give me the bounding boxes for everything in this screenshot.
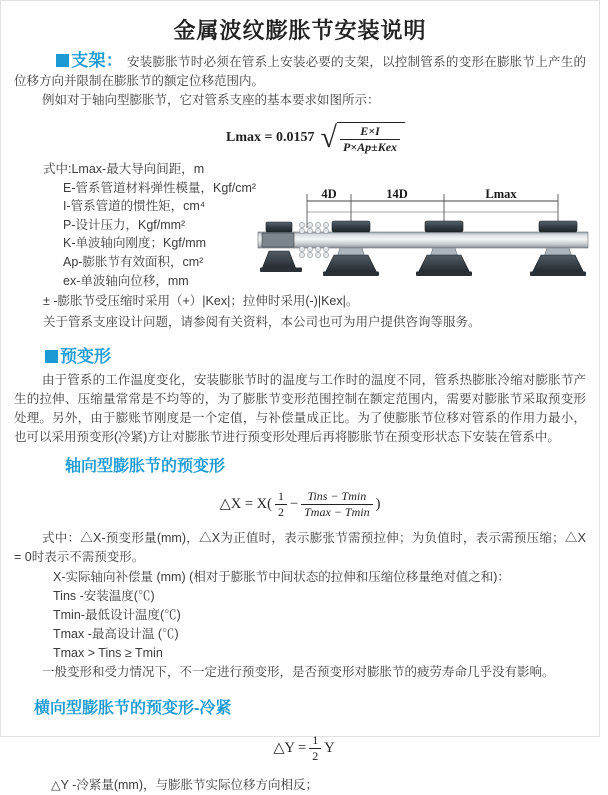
support-intro-text: 安装膨胀节时必须在管系上安装必要的支架，以控制管系的变形在膨胀节上产生的位移方向并限制在膨胀节的额定位移范围内。 bbox=[14, 55, 586, 88]
dim-label-lmax: Lmax bbox=[485, 187, 517, 201]
support-section-heading: 支架： bbox=[71, 51, 124, 70]
temp-line: Tmax > Tins ≥ Tmin bbox=[53, 646, 163, 661]
right-paren: ) bbox=[375, 496, 381, 513]
definition-line: Ap-膨胀节有效面积，cm² bbox=[63, 254, 204, 269]
section-bullet-icon bbox=[56, 54, 69, 67]
sign-convention-note: ± -膨胀节受压缩时采用（+）|Kex|；拉伸时采用(-)|Kex|。 bbox=[43, 294, 359, 309]
definitions-and-diagram bbox=[1, 160, 599, 290]
lateral-predeform-heading: 横向型膨胀节的预变形-冷紧 bbox=[34, 700, 232, 718]
formula-lhs: △Y = bbox=[273, 740, 307, 757]
definition-line: P-设计压力，Kgf/mm² bbox=[63, 217, 186, 232]
dim-label-4d: 4D bbox=[321, 187, 337, 201]
guide-spacing-formula bbox=[226, 121, 599, 155]
axial-remark: 一般变形和受力情况下，不一定进行预变形，是否预变形对膨胀节的疲劳寿命几乎没有影响。 bbox=[42, 665, 555, 680]
x-compensation-note: X-实际轴向补偿量 (mm) (相对于膨胀节中间状态的拉伸和压缩位移量绝对值之和)： bbox=[53, 570, 510, 585]
lateral-predeform-formula bbox=[9, 733, 599, 764]
predeform-body-paragraph: 由于管系的工作温度变化，安装膨胀节时的温度与工作时的温度不同，管系热膨胀冷缩对膨胀节产生的拉伸、压缩量常常是不均等的，为了膨胀节变形范围控制在额定范围内，需要对膨胀节采取预变形处理。另外，由于膨账节刚度是一个定值，与补偿量成正比。为了使膨胀节位移对管系的作用力最小，也可以采用预变形(冷紧)方让对膨胀节进行预变形处理后再将膨胀节在预变形状态下安装在管系中。 bbox=[14, 373, 586, 445]
page-title: 金属波纹膨胀节安装说明 bbox=[173, 18, 427, 43]
axial-support-requirement-drawing bbox=[256, 187, 608, 282]
half-fraction: $\frac{1}{2}$ bbox=[275, 489, 287, 520]
cold-tightening-note: △Y -冷紧量(mm)，与膨胀节实际位移方向相反； bbox=[51, 778, 319, 793]
formula-fraction: $\frac{E\times I}{\text{P×Ap±Kex}}$ bbox=[340, 124, 400, 155]
temp-line: Tmin-最低设计温度(℃) bbox=[53, 608, 181, 623]
axial-predeform-formula bbox=[1, 489, 599, 520]
radical-sign: √ $\frac{E\times I}{\text{P×Ap±Kex}}$ bbox=[320, 121, 405, 155]
section-bullet-icon bbox=[45, 350, 58, 363]
axial-predeform-heading: 轴向型膨胀节的预变形 bbox=[65, 458, 226, 476]
temp-line: Tmax -最高设计温 (℃) bbox=[53, 627, 179, 642]
pipe bbox=[258, 232, 588, 248]
pipe-support-diagram bbox=[256, 187, 608, 290]
definition-line: E-管系管道材料弹性模量，Kgf/cm² bbox=[63, 180, 257, 195]
support-example-line: 例如对于轴向型膨胀节，它对管系支座的基本要求如图所示： bbox=[42, 93, 380, 107]
minus-operator: − bbox=[289, 496, 299, 513]
formula-lhs: △X = X( bbox=[219, 496, 272, 513]
guide-support bbox=[416, 221, 472, 276]
temperature-fraction: $\frac{\text{Tins − Tmin}}{Tmax - Tmin}$ bbox=[301, 489, 372, 520]
symbol-definitions bbox=[43, 160, 256, 290]
definition-line: I-管系管道的惯性矩，cm⁴ bbox=[63, 199, 206, 214]
temperature-definitions bbox=[53, 587, 599, 663]
formula-lhs: Lmax = 0.0157 bbox=[226, 130, 315, 145]
formula-rhs: Y bbox=[324, 740, 335, 757]
guide-support bbox=[530, 221, 586, 276]
support-intro-paragraph bbox=[14, 51, 586, 91]
half-fraction: $\frac{1}{2}$ bbox=[309, 733, 321, 764]
definition-line: K-单波轴向刚度；Kgf/mm bbox=[63, 236, 207, 251]
predeform-section-heading: 预变形 bbox=[45, 342, 599, 367]
consulting-note: 关于管系支座设计问题，请参阅有关资料，本公司也可为用户提供咨询等服务。 bbox=[43, 315, 481, 330]
axial-formula-explanation: 式中：△X-预变形量(mm)，△X为正值时，表示膨张节需预拉伸；为负值时，表示需预压缩；△X = 0时表示不需预变形。 bbox=[14, 531, 586, 564]
temp-line: Tins -安装温度(℃) bbox=[53, 589, 155, 604]
definition-line: 式中:Lmax-最大导向间距，m bbox=[43, 162, 205, 176]
guide-support bbox=[323, 221, 379, 276]
definition-line: ex-单波轴向位移，mm bbox=[63, 273, 189, 288]
dim-label-14d: 14D bbox=[386, 187, 408, 201]
